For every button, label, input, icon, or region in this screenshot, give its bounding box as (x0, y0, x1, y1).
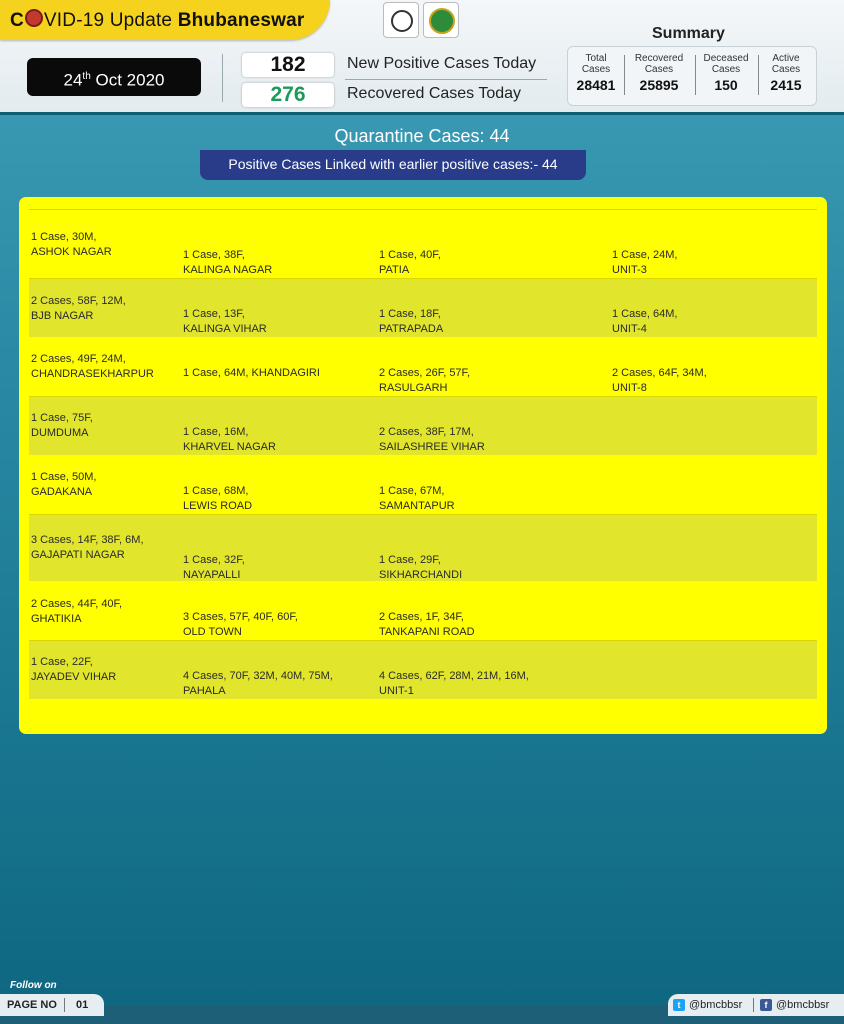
summary-box (567, 46, 817, 106)
page-title (10, 9, 304, 32)
date-box (27, 58, 201, 96)
table-row (29, 338, 817, 397)
case-cell: 1 Case, 13F, KALINGA VIHAR (183, 308, 267, 335)
case-cell: 1 Case, 50M, GADAKANA (31, 471, 97, 498)
stat-label: Cases (771, 64, 801, 75)
table-row (29, 641, 817, 699)
virus-icon (25, 9, 43, 27)
date-day: 24 (63, 70, 83, 90)
page-number: 01 (76, 999, 89, 1011)
title-prefix: C (10, 10, 24, 31)
title-middle: VID-19 Update (43, 10, 178, 31)
facebook-handle[interactable]: @bmcbbsr (776, 999, 830, 1011)
table-row (29, 582, 817, 641)
page-label: PAGE NO (7, 999, 57, 1011)
stat-label: Total (585, 53, 607, 64)
stat-label: Cases (581, 64, 611, 75)
case-cell: 2 Cases, 38F, 17M, SAILASHREE VIHAR (379, 426, 485, 453)
social-links (668, 994, 844, 1016)
quarantine-cases-heading: Quarantine Cases: 44 (334, 126, 510, 146)
date-rest: Oct 2020 (90, 70, 165, 90)
case-cell: 1 Case, 38F, KALINGA NAGAR (183, 249, 273, 276)
new-cases-value: 182 (242, 53, 334, 77)
case-cell: 1 Case, 68M, LEWIS ROAD (183, 485, 253, 512)
case-cell: 1 Case, 64M, KHANDAGIRI (183, 367, 320, 379)
divider (29, 209, 817, 210)
table-row (29, 397, 817, 455)
stat-value: 28481 (576, 77, 616, 93)
page-number-tab (0, 994, 104, 1016)
case-cell: 1 Case, 32F, NAYAPALLI (183, 554, 245, 581)
case-cell: 3 Cases, 14F, 38F, 6M, GAJAPATI NAGAR (31, 534, 144, 561)
table-row (29, 515, 817, 581)
divider (222, 54, 223, 102)
stat-label: Cases (711, 64, 741, 75)
case-cell: 2 Cases, 1F, 34F, TANKAPANI ROAD (379, 611, 475, 638)
facebook-icon[interactable]: f (760, 999, 772, 1011)
summary-title: Summary (652, 25, 725, 42)
municipal-corporation-logo (423, 2, 459, 38)
stat-active-cases (762, 53, 810, 93)
table-row (29, 279, 817, 337)
case-cell: 4 Cases, 70F, 32M, 40M, 75M, PAHALA (183, 670, 333, 697)
stat-label: Deceased (703, 53, 749, 64)
twitter-handle[interactable]: @bmcbbsr (689, 999, 743, 1011)
divider (758, 55, 759, 95)
date-suffix: th (82, 71, 91, 82)
title-banner (0, 0, 330, 40)
stat-value: 25895 (639, 77, 679, 93)
case-cell: 1 Case, 18F, PATRAPADA (379, 308, 444, 335)
recovered-cases-label: Recovered Cases Today (347, 85, 522, 102)
stat-recovered-cases (628, 53, 690, 93)
header (0, 0, 844, 115)
emblem-logo (383, 2, 419, 38)
case-cell: 3 Cases, 57F, 40F, 60F, OLD TOWN (183, 611, 298, 638)
new-cases-label: New Positive Cases Today (347, 55, 537, 72)
stat-value: 150 (714, 77, 738, 93)
cases-table (19, 197, 827, 734)
follow-on-label: Follow on (10, 980, 57, 991)
case-cell: 1 Case, 22F, JAYADEV VIHAR (31, 656, 117, 683)
case-cell: 2 Cases, 49F, 24M, CHANDRASEKHARPUR (31, 353, 154, 380)
twitter-icon[interactable]: t (673, 999, 685, 1011)
stat-total-cases (574, 53, 618, 93)
case-cell: 1 Case, 29F, SIKHARCHANDI (379, 554, 463, 581)
title-city: Bhubaneswar (177, 10, 305, 31)
case-cell: 1 Case, 64M, UNIT-4 (612, 308, 678, 335)
case-cell: 2 Cases, 58F, 12M, BJB NAGAR (31, 295, 126, 322)
case-cell: 1 Case, 67M, SAMANTAPUR (379, 485, 455, 512)
case-cell: 1 Case, 16M, KHARVEL NAGAR (183, 426, 276, 453)
recovered-cases-value: 276 (242, 83, 334, 107)
stat-value: 2415 (770, 77, 802, 93)
case-cell: 2 Cases, 26F, 57F, RASULGARH (379, 367, 471, 394)
table-row (29, 220, 817, 279)
case-cell: 4 Cases, 62F, 28M, 21M, 16M, UNIT-1 (379, 670, 529, 697)
case-cell: 1 Case, 75F, DUMDUMA (31, 412, 93, 439)
stat-deceased-cases (699, 53, 753, 93)
divider (695, 55, 696, 95)
case-cell: 2 Cases, 64F, 34M, UNIT-8 (612, 367, 707, 394)
stat-label: Active (772, 53, 800, 64)
case-cell: 1 Case, 30M, ASHOK NAGAR (31, 231, 112, 258)
stat-label: Recovered (634, 53, 684, 64)
divider (64, 998, 65, 1012)
table-row (29, 456, 817, 515)
stat-label: Cases (644, 64, 674, 75)
case-cell: 1 Case, 24M, UNIT-3 (612, 249, 678, 276)
case-cell: 2 Cases, 44F, 40F, GHATIKIA (31, 598, 123, 625)
linked-cases-banner: Positive Cases Linked with earlier positive cases:- 44 (200, 150, 586, 180)
case-cell: 1 Case, 40F, PATIA (379, 249, 441, 276)
divider (753, 998, 754, 1012)
divider (624, 55, 625, 95)
divider (345, 79, 547, 80)
